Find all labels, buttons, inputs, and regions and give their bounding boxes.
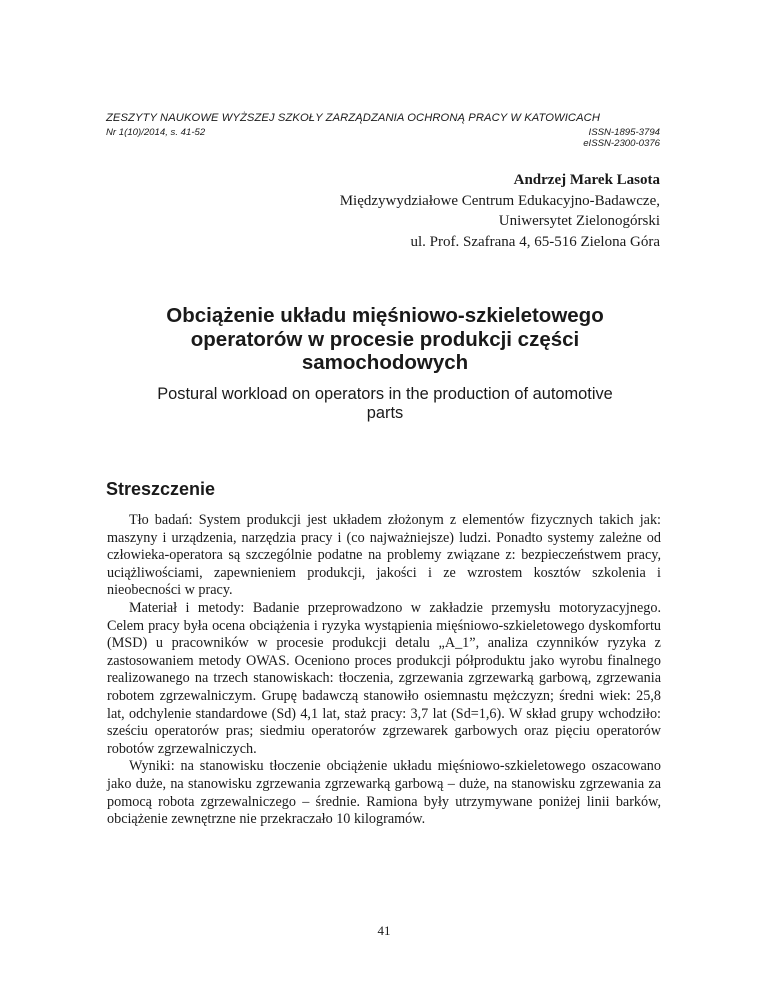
abstract-paragraph-background: Tło badań: System produkcji jest układem złożonym z elementów fizycznych takich jak: maszyny i urządzenia, narzędzia pracy i (co najważniejsze) ludzi. Ponadto systemy zależne od człowieka-operatora są szczególnie podatne na problemy związane z: bezpieczeństwem pracy, uciążliwościami, zapewnieniem produkcji, jakości i ze wzrostem kosztów szkolenia i nieobecności w pracy. xyxy=(107,512,661,599)
paper-title: Obciążenie układu mięśniowo-szkieletowego operatorów w procesie produkcji części samochodowych xyxy=(166,304,604,374)
author-address: ul. Prof. Szafrana 4, 65-516 Zielona Góra xyxy=(410,233,660,250)
issue-info: Nr 1(10)/2014, s. 41-52 xyxy=(106,127,206,138)
author-name: Andrzej Marek Lasota xyxy=(513,172,660,188)
affiliation-line-2: Uniwersytet Zielonogórski xyxy=(498,213,660,229)
page-number: 41 xyxy=(377,923,391,938)
abstract-body xyxy=(107,512,661,829)
issn: ISSN-1895-3794 xyxy=(588,127,660,138)
author-block xyxy=(340,170,660,252)
affiliation-line-1: Międzywydziałowe Centrum Edukacyjno-Badawcze, xyxy=(339,192,660,209)
journal-title: ZESZYTY NAUKOWE WYŻSZEJ SZKOŁY ZARZĄDZANIA OCHRONĄ PRACY W KATOWICACH xyxy=(106,112,601,124)
abstract-paragraph-results: Wyniki: na stanowisku tłoczenie obciążenie układu mięśniowo-szkieletowego oszacowano jako duże, na stanowisku zgrzewania zgrzewarką garbową – duże, na stanowisku zgrzewania za pomocą robota zgrzewalniczego – średnie. Ramiona były utrzymywane poniżej linii barków, obciążenie zewnętrzne nie przekraczało 10 kilogramów. xyxy=(107,758,661,828)
paper-subtitle: Postural workload on operators in the production of automotive parts xyxy=(157,385,613,422)
abstract-paragraph-methods: Materiał i metody: Badanie przeprowadzono w zakładzie przemysłu motoryzacyjnego. Celem pracy była ocena obciążenia i ryzyka wystąpienia mięśniowo-szkieletowego dyskomfortu (MSD) u pracowników w procesie produkcji detalu „A_1”, analiza czynników ryzyka z zastosowaniem metody OWAS. Oceniono proces produkcji półproduktu jako wyrobu finalnego realizowanego na trzech stanowiskach: tłoczenia, zgrzewania zgrzewarką garbową, zgrzewania robotem zgrzewalniczym. Grupę badawczą stanowiło osiemnastu mężczyzn; średni wiek: 25,8 lat, odchylenie standardowe (Sd) 4,1 lat, staż pracy: 3,7 lat (Sd=1,6). W skład grupy wchodziło: sześciu operatorów pras; siedmiu operatorów zgrzewarek garbowych oraz pięciu operatorów robotów zgrzewalniczych. xyxy=(107,599,661,757)
eissn: eISSN-2300-0376 xyxy=(583,138,660,149)
abstract-heading: Streszczenie xyxy=(106,479,216,499)
